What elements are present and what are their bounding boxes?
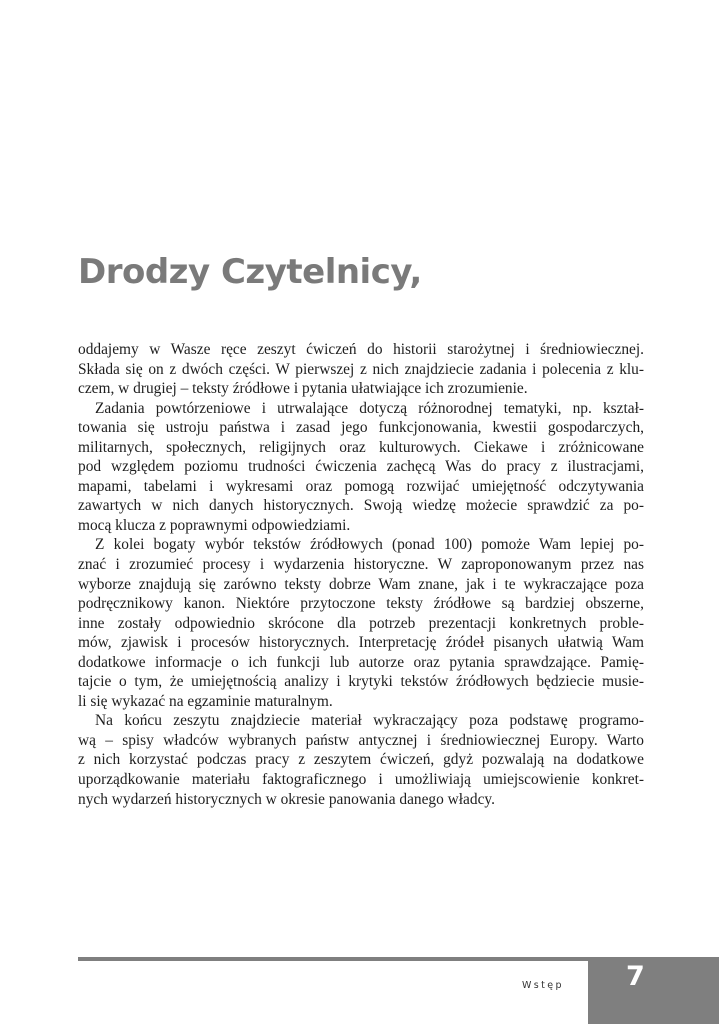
text-line: militarnych, społecznych, religijnych oraz kulturowych. Ciekawe i zróżnicowane bbox=[78, 438, 644, 456]
text-line: mapami, tabelami i wykresami oraz pomogą rozwijać umiejętność odczytywania bbox=[78, 477, 644, 495]
text-line: towania się ustroju państwa i zasad jego funkcjonowania, kwestii gospodarczych, bbox=[78, 419, 644, 437]
text-line: li się wykazać na egzaminie maturalnym. bbox=[78, 692, 333, 710]
text-line: znać i zrozumieć procesy i wydarzenia historyczne. W zaproponowanym przez nas bbox=[78, 556, 644, 574]
text-line: czem, w drugiej – teksty źródłowe i pytania ułatwiające ich zrozumienie. bbox=[78, 380, 528, 398]
text-line: mocą klucza z poprawnymi odpowiedziami. bbox=[78, 516, 351, 534]
text-line: dodatkowe informacje o ich funkcji lub autorze oraz pytania sprawdzające. Pamię- bbox=[78, 653, 644, 671]
text-line: pod względem poziomu trudności ćwiczenia zachęcą Was do pracy z ilustracjami, bbox=[78, 458, 644, 476]
page-number-box bbox=[588, 957, 719, 1024]
page-number: 7 bbox=[626, 961, 645, 992]
body-text bbox=[78, 340, 644, 809]
page-title: Drodzy Czytelnicy, bbox=[78, 252, 422, 292]
text-line: Na końcu zeszytu znajdziecie materiał wykraczający poza podstawę programo- bbox=[95, 712, 644, 730]
text-line: z nich korzystać podczas pracy z zeszytem ćwiczeń, gdyż pozwalają na dodatkowe bbox=[78, 751, 644, 769]
text-line: Z kolei bogaty wybór tekstów źródłowych (ponad 100) pomoże Wam lepiej po- bbox=[95, 536, 644, 554]
text-line: wą – spisy władców wybranych państw antycznej i średniowiecznej Europy. Warto bbox=[78, 731, 644, 749]
text-line: oddajemy w Wasze ręce zeszyt ćwiczeń do historii starożytnej i średniowiecznej. bbox=[78, 341, 644, 358]
section-label: Wstęp bbox=[522, 980, 564, 991]
text-line: uporządkowanie materiału faktograficznego i umożliwiają umiejscowienie konkret- bbox=[78, 771, 644, 789]
text-line: tajcie o tym, że umiejętnością analizy i krytyki tekstów źródłowych będziecie musie- bbox=[78, 673, 644, 691]
text-line: mów, zjawisk i procesów historycznych. Interpretację źródeł pisanych ułatwią Wam bbox=[78, 634, 644, 652]
text-line: nych wydarzeń historycznych w okresie panowania danego władcy. bbox=[78, 790, 495, 808]
text-line: inne zostały odpowiednio skrócone dla potrzeb prezentacji konkretnych proble- bbox=[78, 614, 644, 632]
text-line: zawartych w nich danych historycznych. Swoją wiedzę możecie sprawdzić za po- bbox=[78, 497, 644, 515]
text-line: podręcznikowy kanon. Niektóre przytoczone teksty źródłowe są bardziej obszerne, bbox=[78, 595, 644, 613]
text-line: Zadania powtórzeniowe i utrwalające dotyczą różnorodnej tematyki, np. kształ- bbox=[95, 399, 644, 417]
text-line: Składa się on z dwóch części. W pierwszej z nich znajdziecie zadania i polecenia z klu- bbox=[78, 360, 644, 378]
text-line: wyborze znajdują się zarówno teksty dobrze Wam znane, jak i te wykraczające poza bbox=[78, 575, 644, 593]
